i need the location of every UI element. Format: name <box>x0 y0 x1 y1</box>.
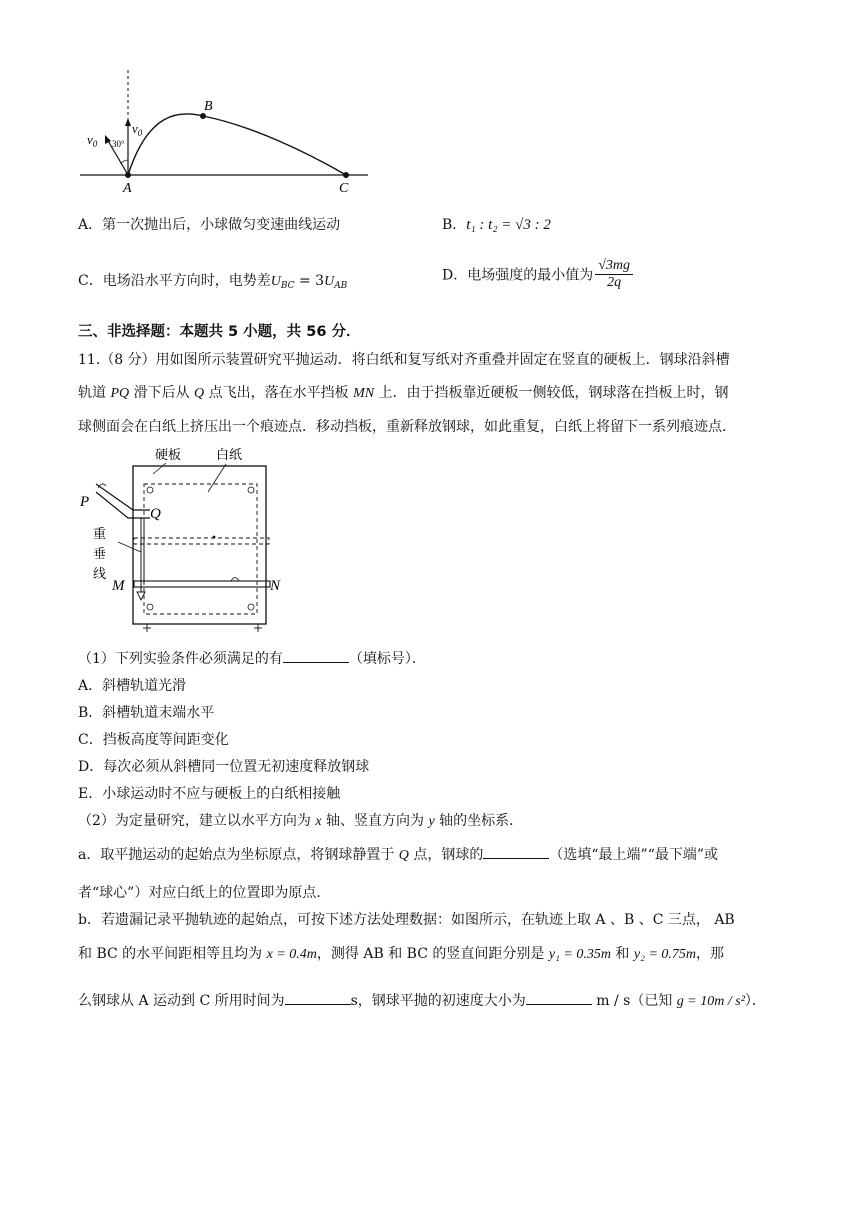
part1-option-C: C．挡板高度等间距变化 <box>78 732 229 748</box>
white-paper <box>144 484 257 614</box>
section-heading: 三、非选择题：本题共 5 小题，共 56 分． <box>78 324 361 340</box>
label-baizhi: 白纸 <box>216 448 243 463</box>
label-B: B <box>204 99 213 114</box>
v0-left-arrowhead <box>105 135 111 144</box>
pin-top-left <box>147 487 153 493</box>
part2-a-answer-blank[interactable] <box>483 846 549 859</box>
option-D-denominator: 2q <box>607 275 622 290</box>
part1-question-text: （1）下列实验条件必须满足的有 <box>78 651 283 667</box>
trajectory-figure <box>78 68 378 198</box>
part2-b-line2-x: x = 0.4m <box>266 947 317 962</box>
label-P: P <box>80 494 90 510</box>
part2-b-velocity-blank[interactable] <box>526 992 592 1005</box>
q11-line2-PQ: PQ <box>110 386 130 401</box>
part1-option-A: A．斜槽轨道光滑 <box>78 678 187 694</box>
part2-b-line3 <box>78 990 766 1010</box>
option-D-prefix: D．电场强度的最小值为 <box>442 267 594 284</box>
option-D-fraction <box>595 258 633 291</box>
option-B <box>442 214 551 234</box>
label-M: M <box>112 578 125 594</box>
part2-intro-b: 轴、竖直方向为 <box>321 813 429 829</box>
label-v0-left: $v_0$ <box>87 132 98 149</box>
q11-line1: 11.（8 分）用如图所示装置研究平抛运动．将白纸和复写纸对齐重叠并固定在竖直的硬板上．钢球沿斜槽 <box>78 352 730 368</box>
label-N: N <box>270 578 281 594</box>
part2-b-line2-and: 和 <box>610 946 634 962</box>
part2-a-line1-a: a．取平抛运动的起始点为坐标原点，将钢球静置于 <box>78 847 399 863</box>
point-C-dot <box>343 172 349 178</box>
part2-b-line2-y1: y₁ = 0.35m <box>548 947 611 962</box>
leader-baizhi <box>208 464 226 492</box>
upper-dashed-board <box>134 538 269 544</box>
part2-b-line3-a: 么钢球从 A 运动到 C 所用时间为 <box>78 993 285 1009</box>
part2-b-line3-b: s，钢球平抛的初速度大小为 <box>350 993 526 1009</box>
part2-intro-x: x <box>315 814 322 829</box>
baffle-MN <box>134 581 270 587</box>
option-B-prefix: B． <box>442 217 467 233</box>
part2-a-line1-b: 点，钢球的 <box>408 847 484 863</box>
leader-zhongchuixian <box>118 542 141 552</box>
label-chui: 垂 <box>93 547 107 562</box>
part1-option-E: E．小球运动时不应与硬板上的白纸相接触 <box>78 786 341 802</box>
part2-b-line2-y2: y₂ = 0.75m <box>633 947 697 962</box>
part2-a-line1 <box>78 844 718 864</box>
ball-P <box>98 484 106 488</box>
label-A: A <box>123 181 132 196</box>
part2-b-line3-d: ）． <box>744 993 766 1009</box>
pin-bottom-left <box>147 604 153 610</box>
q11-line2-c: 点飞出，落在水平挡板 <box>204 385 354 401</box>
option-C-sub2: AB <box>334 281 348 291</box>
q11-line2-b: 滑下后从 <box>129 385 195 401</box>
trajectory-curve <box>128 114 346 175</box>
part2-intro <box>78 810 523 830</box>
q11-line2-d: 上．由于挡板靠近硬板一侧较低，钢球落在挡板上时，钢 <box>374 385 729 401</box>
option-C-U1: U <box>270 274 281 289</box>
part2-b-line2-b: ，测得 AB 和 BC 的竖直间距分别是 <box>316 946 549 962</box>
option-C-mid: = 3 <box>294 273 325 289</box>
part2-b-line3-c: m / s（已知 <box>591 993 677 1009</box>
label-Q: Q <box>150 506 161 522</box>
label-v0-up: $v_0$ <box>132 121 143 138</box>
part1-option-D: D．每次必须从斜槽同一位置无初速度释放钢球 <box>78 759 370 775</box>
q11-line2-MN: MN <box>353 386 375 401</box>
label-C: C <box>339 181 349 196</box>
part2-intro-a: （2）为定量研究，建立以水平方向为 <box>78 813 316 829</box>
leader-yingban <box>153 463 166 474</box>
option-D-numerator: √3mg <box>595 258 633 275</box>
part2-b-line3-g: g = 10m / s² <box>676 994 745 1009</box>
label-yingban: 硬板 <box>155 448 182 463</box>
option-C-U2: U <box>324 274 335 289</box>
label-zhong: 重 <box>93 527 107 542</box>
pin-top-right <box>248 487 254 493</box>
part1-answer-blank[interactable] <box>283 650 349 663</box>
incline-chute <box>96 484 150 518</box>
part2-b-line1: b．若遗漏记录平抛轨迹的起始点，可按下述方法处理数据：如图所示，在轨迹上取 A 、B 、C 三点， AB <box>78 912 735 928</box>
option-A: A．第一次抛出后，小球做匀变速曲线运动 <box>78 217 341 233</box>
option-C <box>78 270 347 291</box>
part2-intro-c: 轴的坐标系． <box>434 813 524 829</box>
part1-option-B: B．斜槽轨道末端水平 <box>78 705 215 721</box>
trace-dot <box>213 536 216 539</box>
part2-b-line2 <box>78 943 724 963</box>
apparatus-figure <box>78 444 288 636</box>
q11-line3: 球侧面会在白纸上挤压出一个痕迹点．移动挡板，重新释放钢球，如此重复，白纸上将留下一系列痕迹点． <box>78 419 736 435</box>
part1-question <box>78 648 426 668</box>
q11-line2 <box>78 382 729 402</box>
part2-a-line2: 者“球心”）对应白纸上的位置即为原点． <box>78 885 331 901</box>
part2-a-line1-c: （选填“最上端”“最下端”或 <box>549 847 719 863</box>
q11-line2-a: 轨道 <box>78 385 111 401</box>
v0-up-arrowhead <box>125 118 131 126</box>
part1-question-suffix: （填标号）． <box>348 651 426 667</box>
angle-arc <box>121 160 128 163</box>
q11-line2-Q: Q <box>194 386 205 401</box>
option-C-prefix: C．电场沿水平方向时，电势差 <box>78 273 271 289</box>
pin-bottom-right <box>248 604 254 610</box>
option-D <box>442 258 633 291</box>
label-xian: 线 <box>93 567 107 582</box>
option-C-sub1: BC <box>280 281 295 291</box>
part2-intro-y: y <box>428 814 435 829</box>
option-B-expression: t₁ : t₂ = √3 : 2 <box>466 217 551 233</box>
label-angle: 30° <box>112 139 125 149</box>
part2-b-line2-a: 和 BC 的水平间距相等且均为 <box>78 946 267 962</box>
part2-b-time-blank[interactable] <box>285 992 351 1005</box>
part2-a-line1-Q: Q <box>398 848 409 863</box>
part2-b-line2-c: ，那 <box>696 946 725 962</box>
